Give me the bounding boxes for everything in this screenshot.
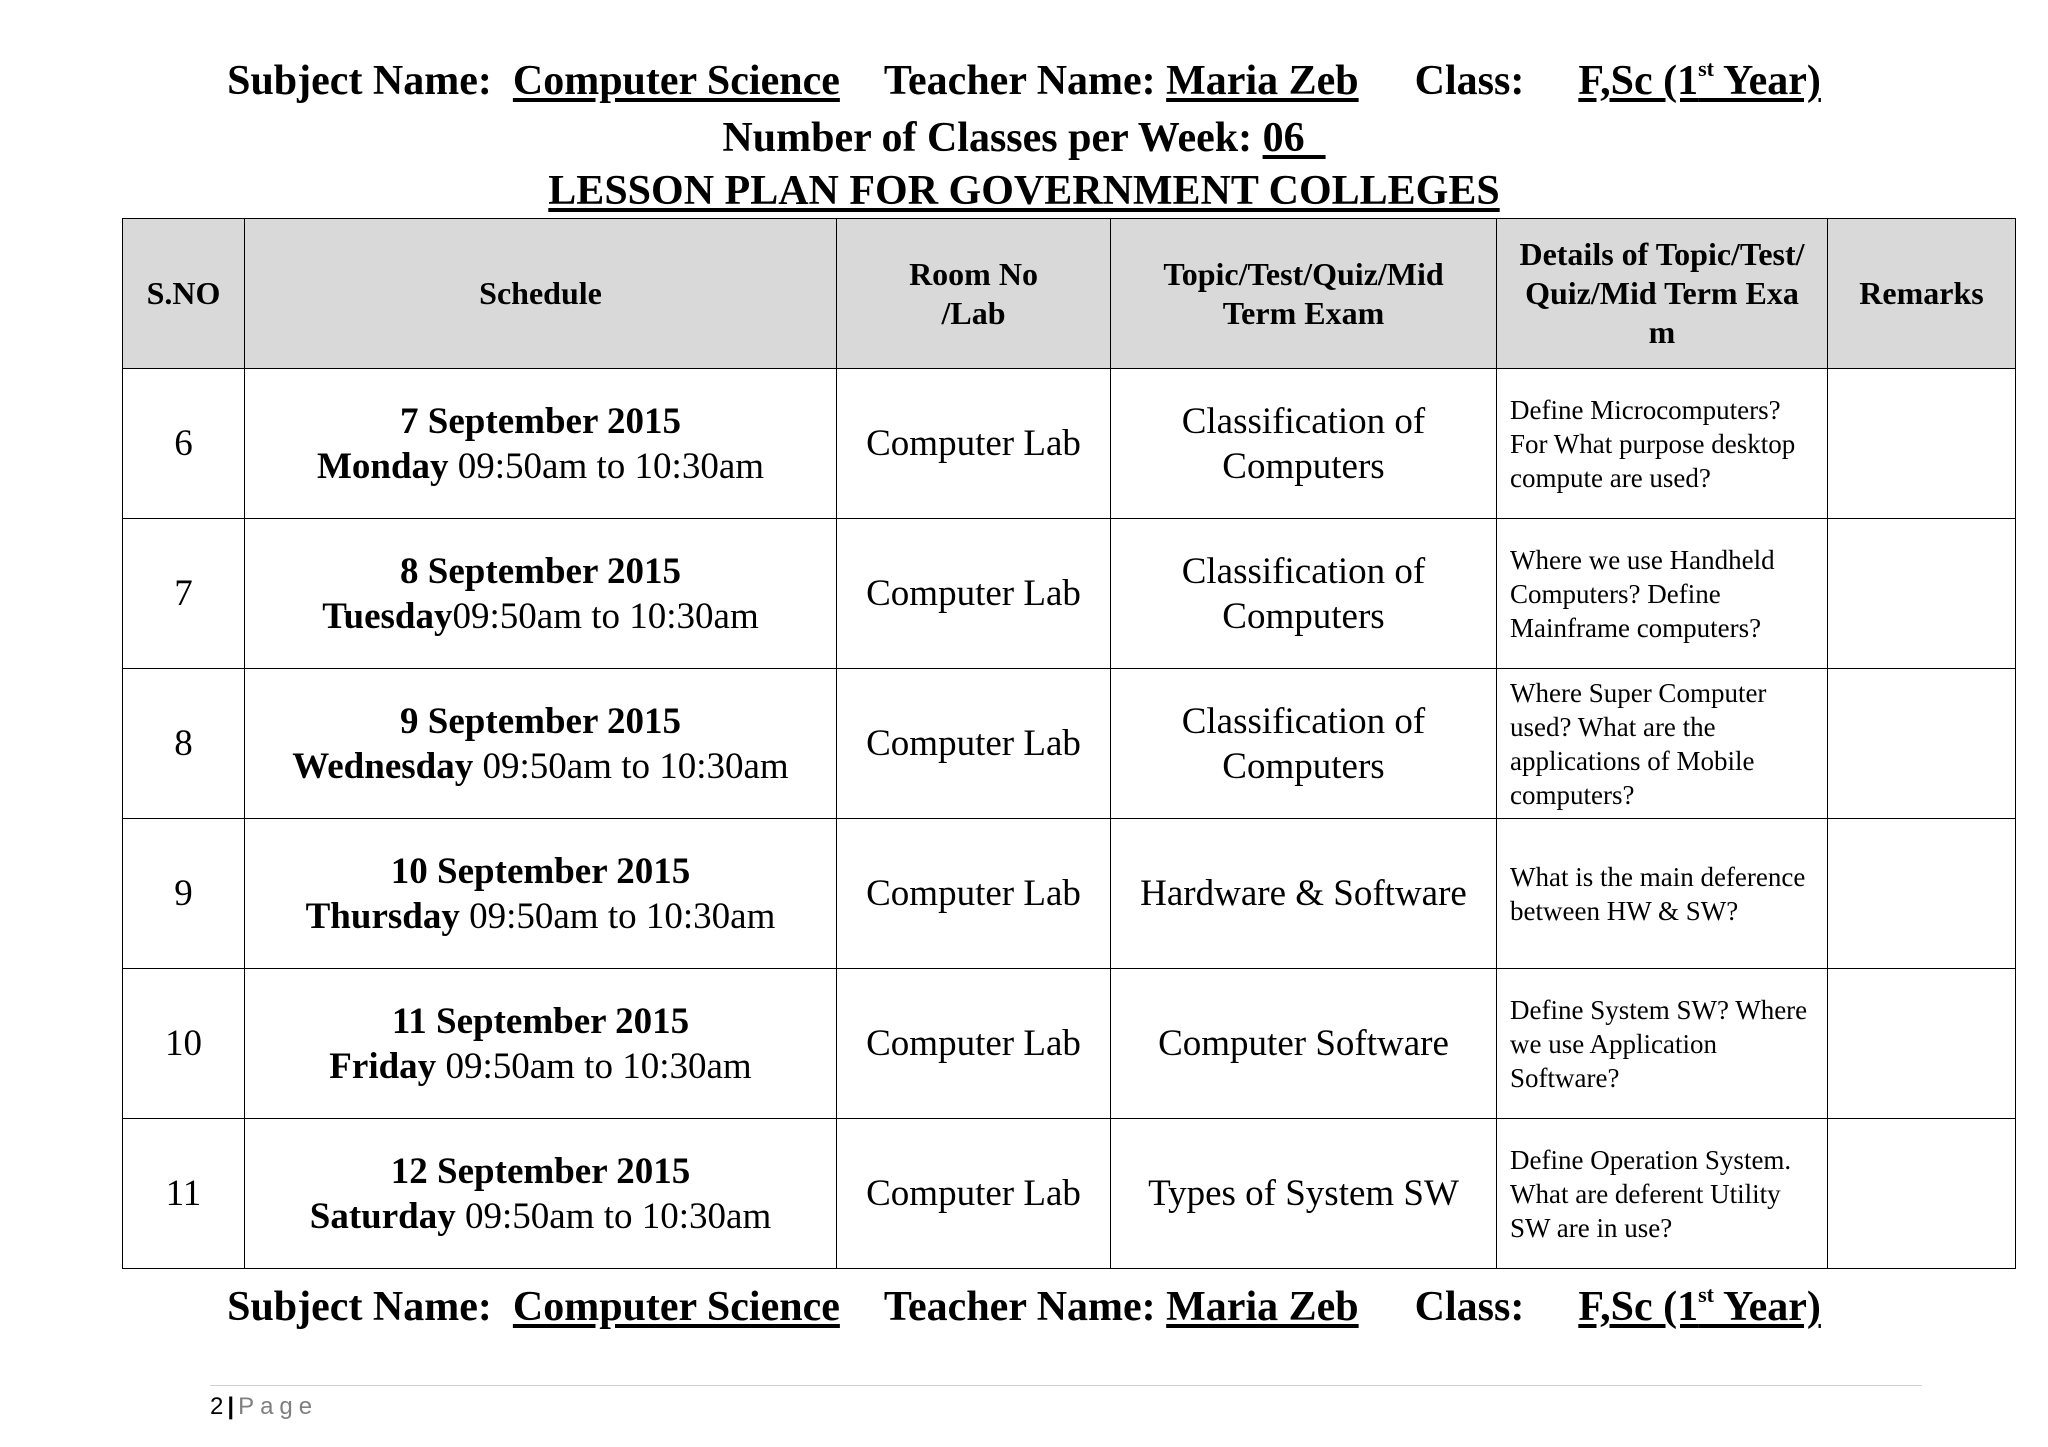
row-schedule [245, 819, 837, 969]
lesson-plan-title-text: LESSON PLAN FOR GOVERNMENT COLLEGES [548, 168, 1500, 214]
row-topic: Classification of Computers [1111, 519, 1497, 669]
row-details: Define Microcomputers? For What purpose desktop compute are used? [1497, 369, 1828, 519]
row-details: Where Super Computer used? What are the applications of Mobile computers? [1497, 669, 1828, 819]
row-sno: 7 [123, 519, 245, 669]
row-remarks [1828, 519, 2016, 669]
row-schedule [245, 669, 837, 819]
row-remarks [1828, 819, 2016, 969]
teacher-value: Maria Zeb [1166, 58, 1359, 104]
class-label: Class: [1414, 1284, 1525, 1330]
row-topic: Computer Software [1111, 969, 1497, 1119]
row-date: 10 September 2015 [390, 850, 691, 892]
row-date: 8 September 2015 [400, 550, 681, 592]
row-time: 09:50am to 10:30am [448, 445, 765, 487]
lesson-plan-table [122, 218, 2016, 1269]
row-time: 09:50am to 10:30am [455, 1195, 772, 1237]
row-day: Wednesday [292, 745, 474, 787]
lesson-plan-title [0, 170, 2048, 212]
table-row [123, 969, 2016, 1119]
row-schedule [245, 369, 837, 519]
class-label: Class: [1414, 58, 1525, 104]
row-details: What is the main deference between HW & SW? [1497, 819, 1828, 969]
row-sno: 8 [123, 669, 245, 819]
row-day: Monday [316, 445, 449, 487]
row-time: 09:50am to 10:30am [459, 895, 776, 937]
row-room: Computer Lab [837, 669, 1111, 819]
row-room: Computer Lab [837, 1119, 1111, 1269]
row-details: Where we use Handheld Computers? Define Mainframe computers? [1497, 519, 1828, 669]
row-day: Tuesday [322, 595, 453, 637]
footer-divider [210, 1385, 1922, 1386]
row-remarks [1828, 1119, 2016, 1269]
row-sno: 11 [123, 1119, 245, 1269]
classes-per-week [0, 117, 2048, 159]
row-room: Computer Lab [837, 819, 1111, 969]
row-day: Friday [329, 1045, 437, 1087]
class-value: F,Sc (1st Year) [1578, 56, 1821, 104]
page-number-footer [210, 1393, 318, 1421]
row-day: Saturday [309, 1195, 456, 1237]
subject-label: Subject Name: [227, 58, 492, 104]
row-topic: Hardware & Software [1111, 819, 1497, 969]
page-word: Page [238, 1393, 319, 1420]
table-row [123, 819, 2016, 969]
row-remarks [1828, 969, 2016, 1119]
class-value: F,Sc (1st Year) [1578, 1282, 1821, 1330]
row-date: 11 September 2015 [391, 1000, 690, 1042]
row-details: Define Operation System. What are deferent Utility SW are in use? [1497, 1119, 1828, 1269]
row-date: 7 September 2015 [400, 400, 681, 442]
subject-label: Subject Name: [227, 1284, 492, 1330]
row-topic: Classification of Computers [1111, 369, 1497, 519]
row-topic: Types of System SW [1111, 1119, 1497, 1269]
teacher-value: Maria Zeb [1166, 1284, 1359, 1330]
document-header-info [0, 56, 2048, 104]
teacher-label: Teacher Name: [883, 1284, 1156, 1330]
table-row [123, 1119, 2016, 1269]
row-remarks [1828, 669, 2016, 819]
table-header-row [123, 219, 2016, 369]
column-header-remarks: Remarks [1828, 219, 2016, 369]
row-date: 9 September 2015 [400, 700, 681, 742]
row-details: Define System SW? Where we use Application Software? [1497, 969, 1828, 1119]
classes-per-week-value: 06 [1262, 115, 1326, 161]
row-time: 09:50am to 10:30am [452, 595, 759, 637]
row-schedule [245, 519, 837, 669]
page-number: 2 [210, 1393, 224, 1420]
teacher-label: Teacher Name: [883, 58, 1156, 104]
subject-value: Computer Science [512, 58, 840, 104]
table-row [123, 369, 2016, 519]
row-schedule [245, 1119, 837, 1269]
row-schedule [245, 969, 837, 1119]
subject-value: Computer Science [512, 1284, 840, 1330]
row-time: 09:50am to 10:30am [473, 745, 789, 787]
row-sno: 9 [123, 819, 245, 969]
row-day: Thursday [305, 895, 460, 937]
row-sno: 6 [123, 369, 245, 519]
column-header-details: Details of Topic/Test/Quiz/Mid Term Exam [1497, 219, 1828, 369]
table-row [123, 669, 2016, 819]
row-room: Computer Lab [837, 969, 1111, 1119]
table-row [123, 519, 2016, 669]
row-date: 12 September 2015 [390, 1150, 691, 1192]
column-header-room: Room No /Lab [837, 219, 1111, 369]
row-time: 09:50am to 10:30am [436, 1045, 752, 1087]
row-remarks [1828, 369, 2016, 519]
row-room: Computer Lab [837, 369, 1111, 519]
column-header-topic: Topic/Test/Quiz/Mid Term Exam [1111, 219, 1497, 369]
classes-per-week-label: Number of Classes per Week: [722, 115, 1253, 161]
row-topic: Classification of Computers [1111, 669, 1497, 819]
column-header-sno: S.NO [123, 219, 245, 369]
row-sno: 10 [123, 969, 245, 1119]
row-room: Computer Lab [837, 519, 1111, 669]
page-separator: | [227, 1393, 235, 1420]
document-footer-info [0, 1282, 2048, 1330]
column-header-schedule: Schedule [245, 219, 837, 369]
